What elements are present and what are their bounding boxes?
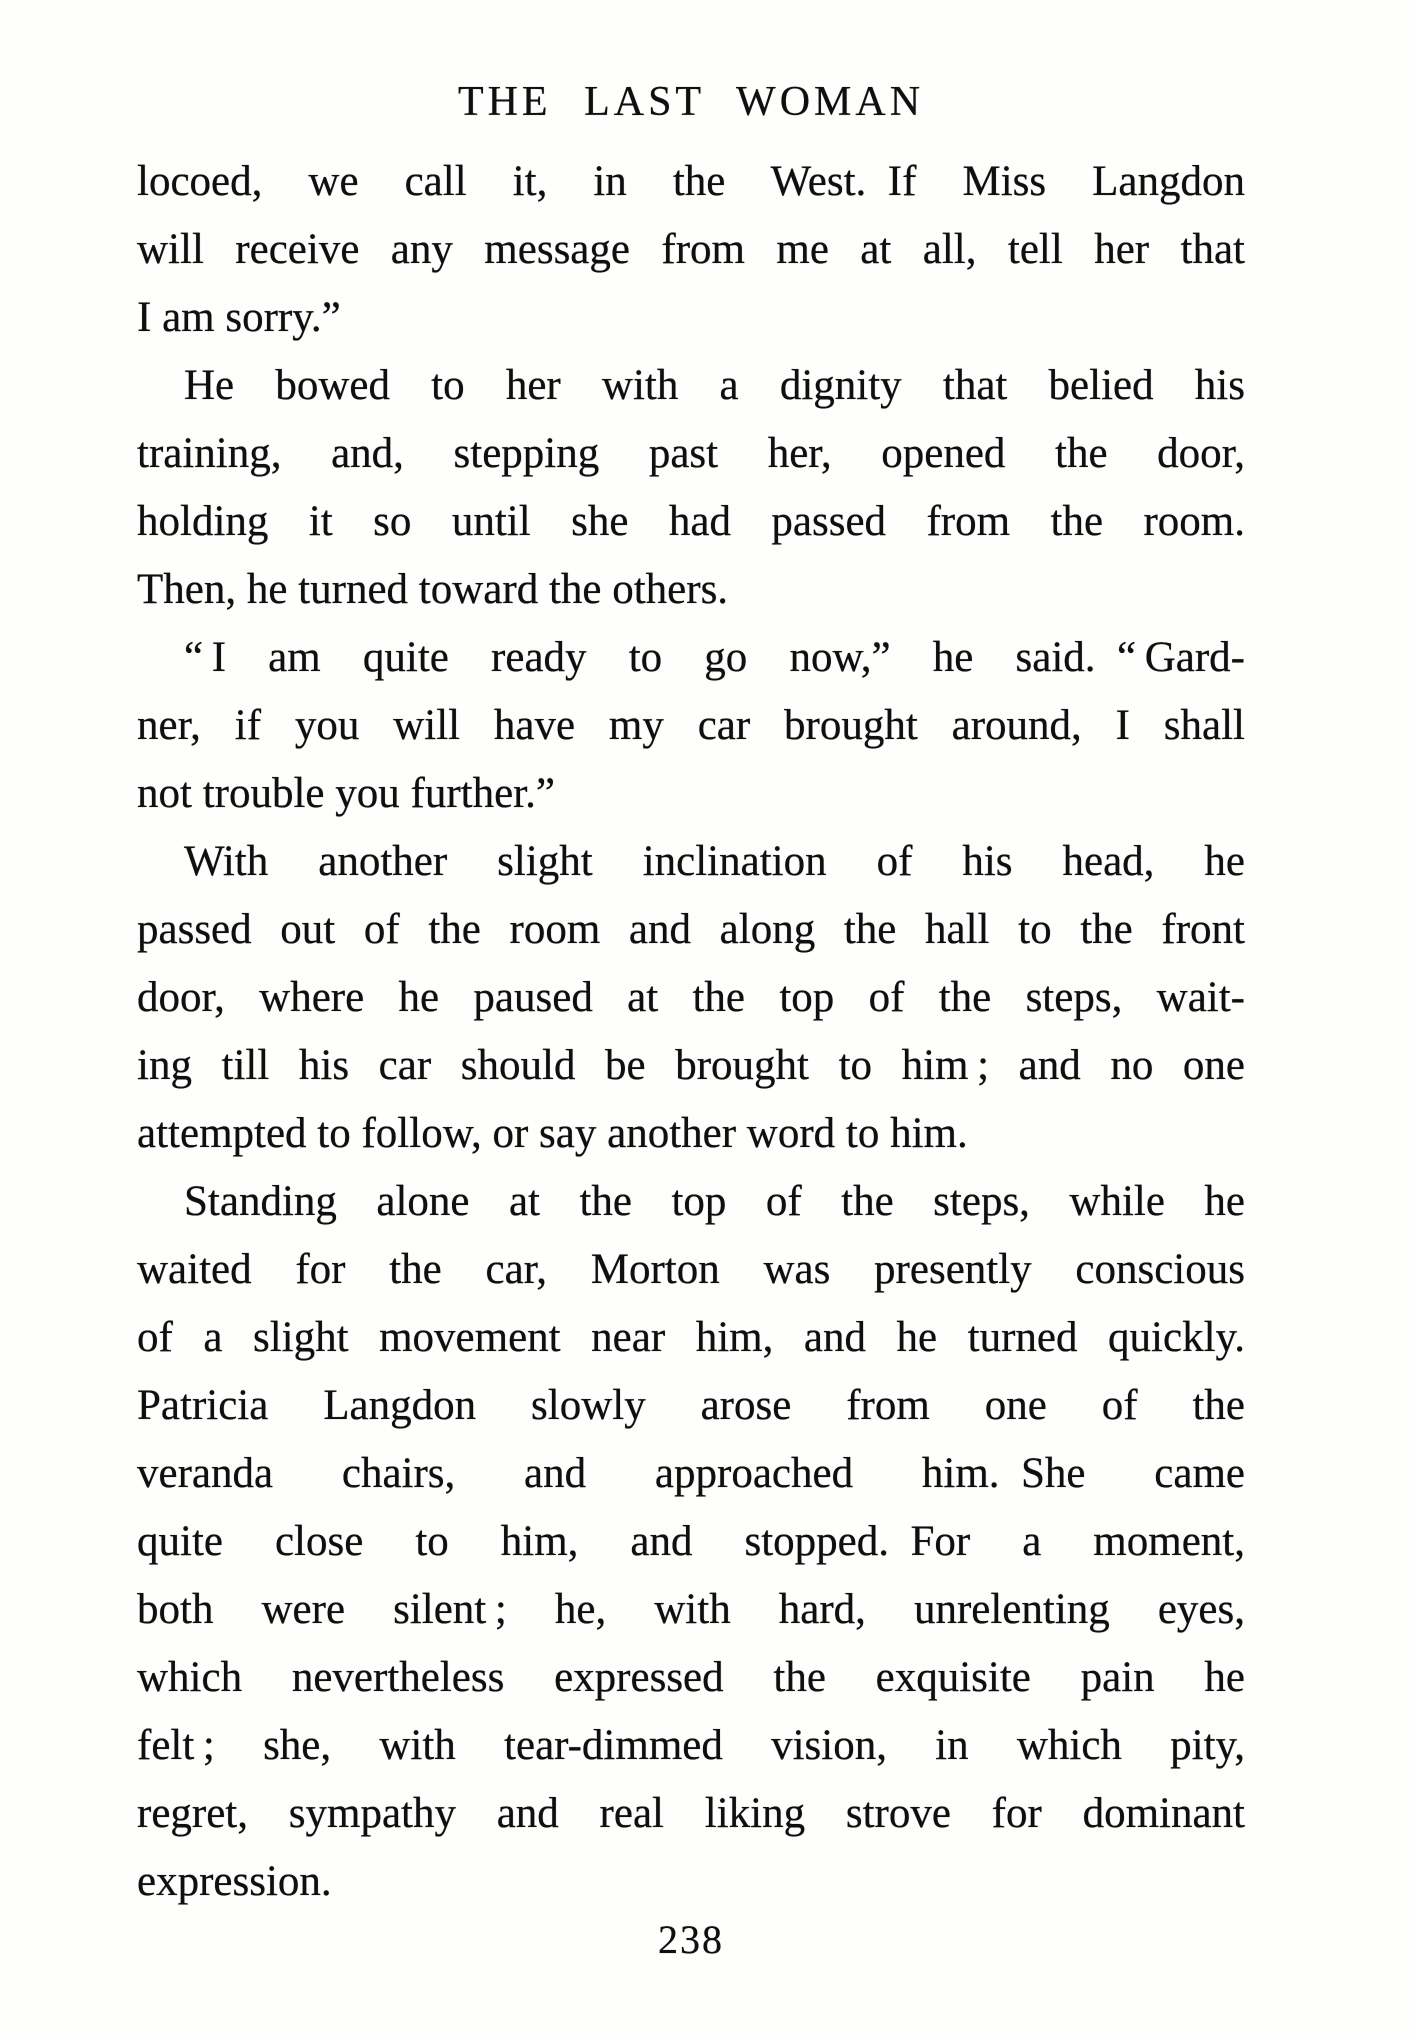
- text-line: holding it so until she had passed from the room.: [137, 498, 1245, 545]
- text-line: With another slight inclination of his head, he: [184, 838, 1245, 885]
- text-line: expression.: [137, 1858, 332, 1905]
- text-line: locoed, we call it, in the West. If Miss Langdon: [137, 158, 1245, 205]
- running-header: THE LAST WOMAN: [457, 79, 925, 125]
- text-line: Standing alone at the top of the steps, while he: [184, 1178, 1245, 1225]
- text-line: quite close to him, and stopped. For a moment,: [137, 1518, 1245, 1565]
- text-line: of a slight movement near him, and he turned quickly.: [137, 1314, 1245, 1361]
- text-line: veranda chairs, and approached him. She came: [137, 1450, 1245, 1497]
- text-line: “ I am quite ready to go now,” he said. “ Gard-: [184, 634, 1245, 681]
- text-line: Patricia Langdon slowly arose from one of the: [137, 1382, 1245, 1429]
- body-text: [137, 148, 1245, 1916]
- text-line: regret, sympathy and real liking strove for dominant: [137, 1790, 1245, 1837]
- text-line: will receive any message from me at all, tell her that: [137, 226, 1245, 273]
- text-line: waited for the car, Morton was presently conscious: [137, 1246, 1245, 1293]
- text-line: He bowed to her with a dignity that belied his: [184, 362, 1245, 409]
- text-line: ing till his car should be brought to him ; and no one: [137, 1042, 1245, 1089]
- text-line: ner, if you will have my car brought around, I shall: [137, 702, 1245, 749]
- text-line: passed out of the room and along the hall to the front: [137, 906, 1245, 953]
- text-line: which nevertheless expressed the exquisite pain he: [137, 1654, 1245, 1701]
- text-line: door, where he paused at the top of the steps, wait-: [137, 974, 1245, 1021]
- text-line: felt ; she, with tear-dimmed vision, in which pity,: [137, 1722, 1245, 1769]
- text-line: attempted to follow, or say another word to him.: [137, 1110, 968, 1157]
- text-line: Then, he turned toward the others.: [137, 566, 729, 613]
- page-number: 238: [658, 1917, 724, 1962]
- text-line: both were silent ; he, with hard, unrelenting eyes,: [137, 1586, 1245, 1633]
- text-line: I am sorry.”: [137, 294, 341, 341]
- text-line: not trouble you further.”: [137, 770, 555, 817]
- text-line: training, and, stepping past her, opened the door,: [137, 430, 1245, 477]
